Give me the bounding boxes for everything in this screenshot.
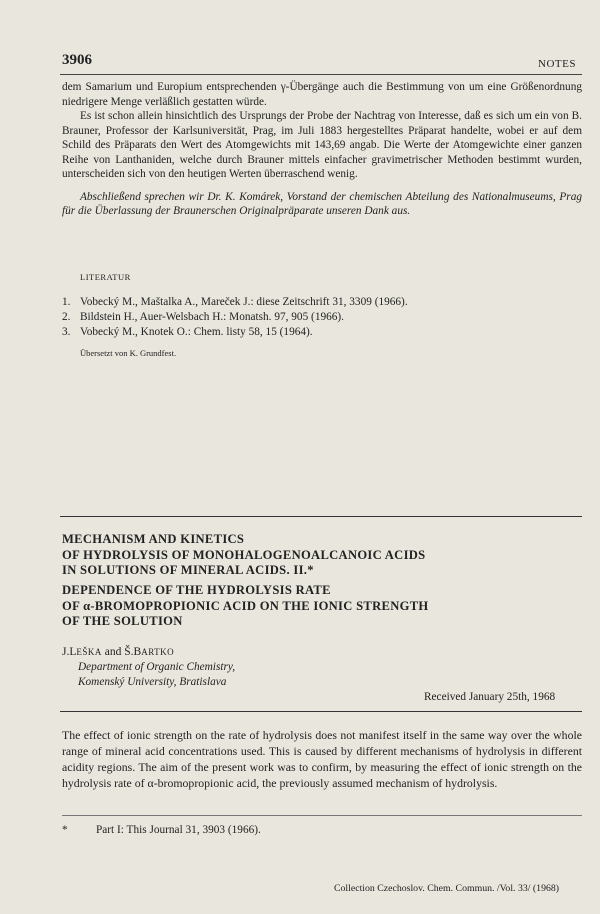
- subtitle-line: DEPENDENCE OF THE HYDROLYSIS RATE: [62, 583, 331, 597]
- authors: J.LEŠKA and Š.BARTKO: [62, 646, 175, 658]
- reference-list: [62, 295, 582, 340]
- footnote: * Part I: This Journal 31, 3903 (1966).: [62, 824, 261, 836]
- page-number: 3906: [62, 52, 92, 68]
- acknowledgement: Abschließend sprechen wir Dr. K. Komárek, Vorstand der chemischen Abteilung des Nationalmuseums, Prag für die Überlassung der Braunerschen Originalpräparate unseren Dank aus.: [62, 190, 582, 217]
- footnote-rule: [62, 815, 582, 816]
- article-subtitle: [62, 583, 429, 630]
- literature-heading: LITERATUR: [80, 272, 131, 282]
- article-title: [62, 532, 425, 579]
- article-separator-rule: [60, 516, 582, 517]
- continuation-paragraph-1: dem Samarium und Europium entsprechenden γ-Übergänge auch die Bestimmung von um eine Größenordnung niedrigere Menge verläßlich gestatten würde.: [62, 81, 582, 108]
- subtitle-line: OF α-BROMOPROPIONIC ACID ON THE IONIC STRENGTH: [62, 598, 429, 613]
- continuation-paragraph-2: Es ist schon allein hinsichtlich des Ursprungs der Probe der Nachtrag von Interesse, daß es sich um ein von B. Brauner, Professor der Karlsuniversität, Prag, im Juli 1883 hergestelltes Präparat handelte, wobei er auf dem Schild des Präparats den Wert des Atomgewichts mit 143,69 angab. Die Werte der Atomgewichte einer ganzen Reihe von Lanthaniden, welche durch Brauner mittels einfacher gravimetrischer Methoden bestimmt wurden, unterscheiden sich von den heutigen Werten überraschend wenig.: [62, 110, 582, 180]
- received-date: Received January 25th, 1968: [424, 691, 556, 703]
- continuation-text: [62, 80, 582, 219]
- abstract: The effect of ionic strength on the rate of hydrolysis does not manifest itself in the same way over the whole range of mineral acid concentrations used. This is caused by different mechanisms of hydrolysis in different acidity regions. The aim of the present work was to confirm, by measuring the effect of ionic strength on the hydrolysis rate of α-bromopropionic acid, the previously assumed mechanism of hydrolysis.: [62, 728, 582, 790]
- journal-footer: Collection Czechoslov. Chem. Commun. /Vol. 33/ (1968): [334, 883, 560, 894]
- reference-item: 2. Bildstein H., Auer-Welsbach H.: Monatsh. 97, 905 (1966).: [62, 311, 344, 323]
- translator-note: Übersetzt von K. Grundfest.: [80, 348, 177, 358]
- header-rule: [60, 74, 582, 75]
- title-line: MECHANISM AND KINETICS: [62, 532, 245, 546]
- reference-item: 3. Vobecký M., Knotek O.: Chem. listy 58, 15 (1964).: [62, 326, 313, 338]
- reference-item: 1. Vobecký M., Maštalka A., Mareček J.: diese Zeitschrift 31, 3309 (1966).: [62, 296, 408, 308]
- abstract-rule: [60, 711, 582, 712]
- subtitle-line: OF THE SOLUTION: [62, 614, 183, 628]
- title-line: IN SOLUTIONS OF MINERAL ACIDS. II.*: [62, 563, 314, 577]
- title-line: OF HYDROLYSIS OF MONOHALOGENOALCANOIC ACIDS: [62, 547, 426, 562]
- section-label: NOTES: [538, 58, 576, 70]
- affiliation: Department of Organic Chemistry, Komenský University, Bratislava: [78, 661, 236, 688]
